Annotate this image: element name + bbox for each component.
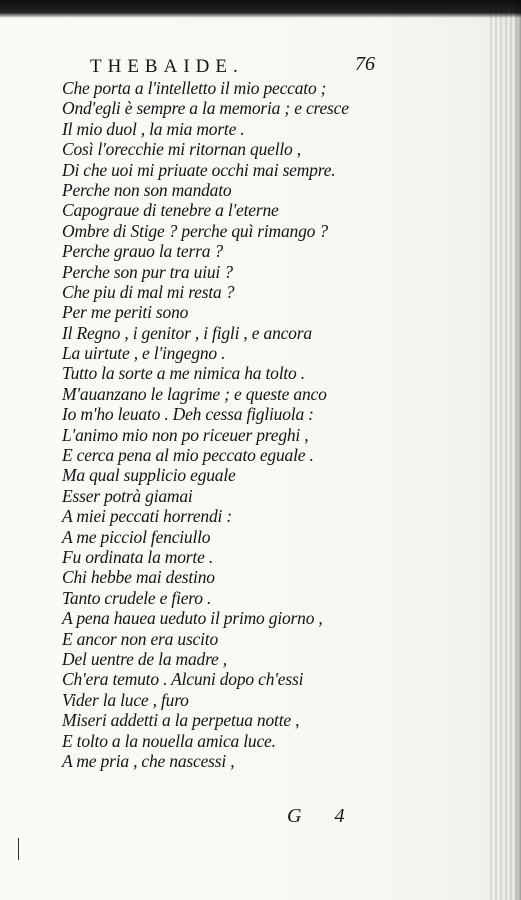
verse-line: Che porta a l'intelletto il mio peccato ; — [62, 78, 327, 98]
verse-line: Di che uoi mi priuate occhi mai sempre. — [62, 159, 336, 180]
verse-line: Ond'egli è sempre a la memoria ; e cresce — [62, 98, 349, 119]
verse-line: La uirtute , e l'ingegno . — [62, 343, 226, 364]
verse-line: Capograue di tenebre a l'eterne — [62, 200, 279, 221]
verse-line: Esser potrà giamai — [62, 485, 193, 506]
page-number: 76 — [355, 53, 375, 75]
verse-line: Perche non son mandato — [62, 179, 232, 200]
verse-line: Miseri addetti a la perpetua notte , — [62, 710, 300, 731]
verse-line: Tutto la sorte a me nimica ha tolto . — [62, 363, 305, 384]
verse-line: A me picciol fenciullo — [62, 526, 211, 547]
verse-line: Per me periti sono — [62, 302, 189, 323]
verse-line: Così l'orecchie mi ritornan quello , — [62, 139, 301, 160]
verse-line: A me pria , che nascessi , — [62, 750, 235, 771]
margin-mark — [18, 838, 19, 860]
verse-line: Ombre di Stige ? perche quì rimango ? — [62, 220, 328, 241]
running-title: THEBAIDE. — [90, 56, 244, 77]
verse-line: Perche son pur tra uiui ? — [62, 261, 233, 282]
verse-line: L'animo mio non po riceuer preghi , — [62, 424, 309, 445]
page-edge-shadow — [515, 0, 521, 900]
verse-line: Perche grauo la terra ? — [62, 241, 223, 262]
verse-line: E cerca pena al mio peccato eguale . — [62, 445, 314, 466]
verse-line: Ma qual supplicio eguale — [62, 465, 236, 486]
verse-line: Vider la luce , furo — [62, 689, 189, 710]
verse-line: Io m'ho leuato . Deh cessa figliuola : — [62, 404, 314, 425]
verse-line: Il Regno , i genitor , i figli , e ancora — [62, 322, 312, 343]
page-top-shadow — [0, 0, 521, 18]
verse-line: E tolto a la nouella amica luce. — [62, 730, 276, 751]
verse-line: Chi hebbe mai destino — [62, 567, 215, 588]
verse-line: Tanto crudele e fiero . — [62, 587, 212, 608]
verse-line: A pena hauea ueduto il primo giorno , — [62, 608, 323, 629]
verse-line: Che piu di mal mi resta ? — [62, 281, 235, 302]
verse-line: E ancor non era uscito — [62, 628, 218, 649]
verse-line: Fu ordinata la morte . — [62, 546, 213, 567]
verse-line: Del uentre de la madre , — [62, 648, 227, 669]
verse-text — [62, 78, 349, 771]
verse-line: M'auanzano le lagrime ; e queste anco — [62, 383, 327, 404]
verse-line: A miei peccati horrendi : — [62, 506, 232, 527]
verse-line: Il mio duol , la mia morte . — [62, 118, 245, 139]
signature-mark: G 4 — [287, 805, 359, 827]
verse-line: Ch'era temuto . Alcuni dopo ch'essi — [62, 669, 304, 690]
